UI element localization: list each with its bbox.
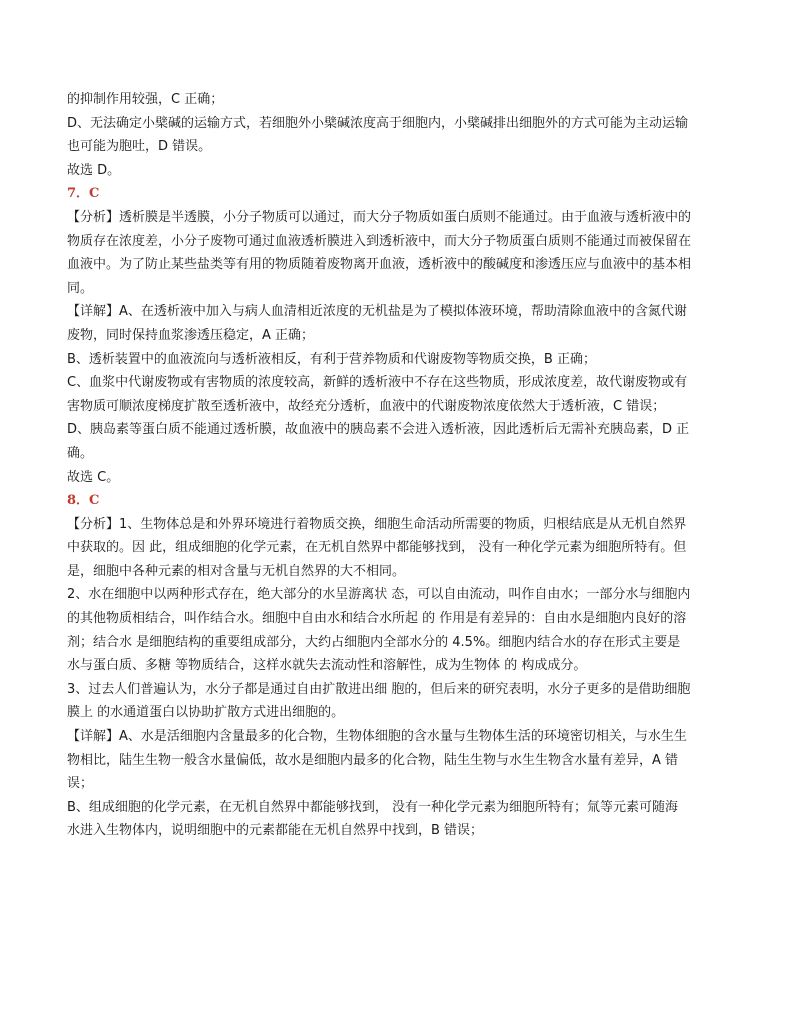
text-line: B、组成细胞的化学元素，在无机自然界中都能够找到， 没有一种化学元素为细胞所特有；氚等元素可随海 [67,799,679,815]
text-line: 【分析】透析膜是半透膜，小分子物质可以通过，而大分子物质如蛋白质则不能通过。由于血液与透析液中的 [67,209,692,225]
text-line: 误； [67,776,94,792]
text-line: B、透析装置中的血液流向与透析液相反，有利于营养物质和代谢废物等物质交换，B 正确； [67,351,596,367]
text-line: 害物质可顺浓度梯度扩散至透析液中，故经充分透析，血液中的代谢废物浓度依然大于透析液，C 错误； [67,398,666,414]
text-line: 中获取的。因 此，组成细胞的化学元素，在无机自然界中都能够找到， 没有一种化学元素为细胞所特有。但 [67,540,687,556]
text-line: 剂；结合水 是细胞结构的重要组成部分，大约占细胞内全部水分的 4.5%。细胞内结合水的存在形式主要是 [67,634,681,650]
text-line: 2、水在细胞中以两种形式存在，绝大部分的水呈游离状 态，可以自由流动，叫作自由水；一部分水与细胞内 [67,587,691,603]
text-line: 3、过去人们普遍认为，水分子都是通过自由扩散进出细 胞的，但后来的研究表明，水分子更多的是借助细胞 [67,681,691,697]
question-number: 7．C [67,186,100,202]
text-line: 故选 C。 [67,469,120,485]
text-line: 【详解】A、水是活细胞内含量最多的化合物，生物体细胞的含水量与生物体生活的环境密切相关，与水生生 [67,729,687,745]
text-line: 的其他物质相结合，叫作结合水。细胞中自由水和结合水所起 的 作用是有差异的：自由水是细胞内良好的溶 [67,611,687,627]
text-line: 废物，同时保持血浆渗透压稳定，A 正确； [67,327,315,343]
text-line: 血液中。为了防止某些盐类等有用的物质随着废物离开血液，透析液中的酸碱度和渗透压应与血液中的基本相 [67,257,692,273]
text-line: D、无法确定小檗碱的运输方式，若细胞外小檗碱浓度高于细胞内，小檗碱排出细胞外的方式可能为主动运输 [67,115,689,131]
text-line: 故选 D。 [67,162,121,178]
text-line: C、血浆中代谢废物或有害物质的浓度较高，新鲜的透析液中不存在这些物质，形成浓度差，故代谢废物或有 [67,375,688,391]
text-line: 也可能为胞吐，D 错误。 [67,139,212,155]
text-line: 确。 [67,445,94,461]
text-line: 物相比，陆生生物一般含水量偏低，故水是细胞内最多的化合物，陆生生物与水生生物含水量有差异，A 错 [67,752,679,768]
text-line: 水与蛋白质、多糖 等物质结合，这样水就失去流动性和溶解性，成为生物体 的 构成成分。 [67,658,587,674]
text-line: 【分析】1、生物体总是和外界环境进行着物质交换，细胞生命活动所需要的物质，归根结底是从无机自然界 [67,516,687,532]
text-line: 的抑制作用较强，C 正确； [67,92,224,107]
text-line: 【详解】A、在透析液中加入与病人血清相近浓度的无机盐是为了模拟体液环境，帮助清除血液中的含氮代谢 [67,304,687,320]
text-line: 水进入生物体内，说明细胞中的元素都能在无机自然界中找到，B 错误； [67,823,484,839]
text-line: 物质存在浓度差，小分子废物可通过血液透析膜进入到透析液中，而大分子物质蛋白质则不能通过而被保留在 [67,233,692,249]
question-number: 8．C [67,493,100,509]
document-body [67,88,727,843]
text-line: 是，细胞中各种元素的相对含量与无机自然界的大不相同。 [67,563,406,579]
text-line: D、胰岛素等蛋白质不能通过透析膜，故血液中的胰岛素不会进入透析液，因此透析后无需补充胰岛素，D 正 [67,422,690,438]
text-line: 同。 [67,280,94,296]
text-line: 膜上 的水通道蛋白以协助扩散方式进出细胞的。 [67,705,345,721]
